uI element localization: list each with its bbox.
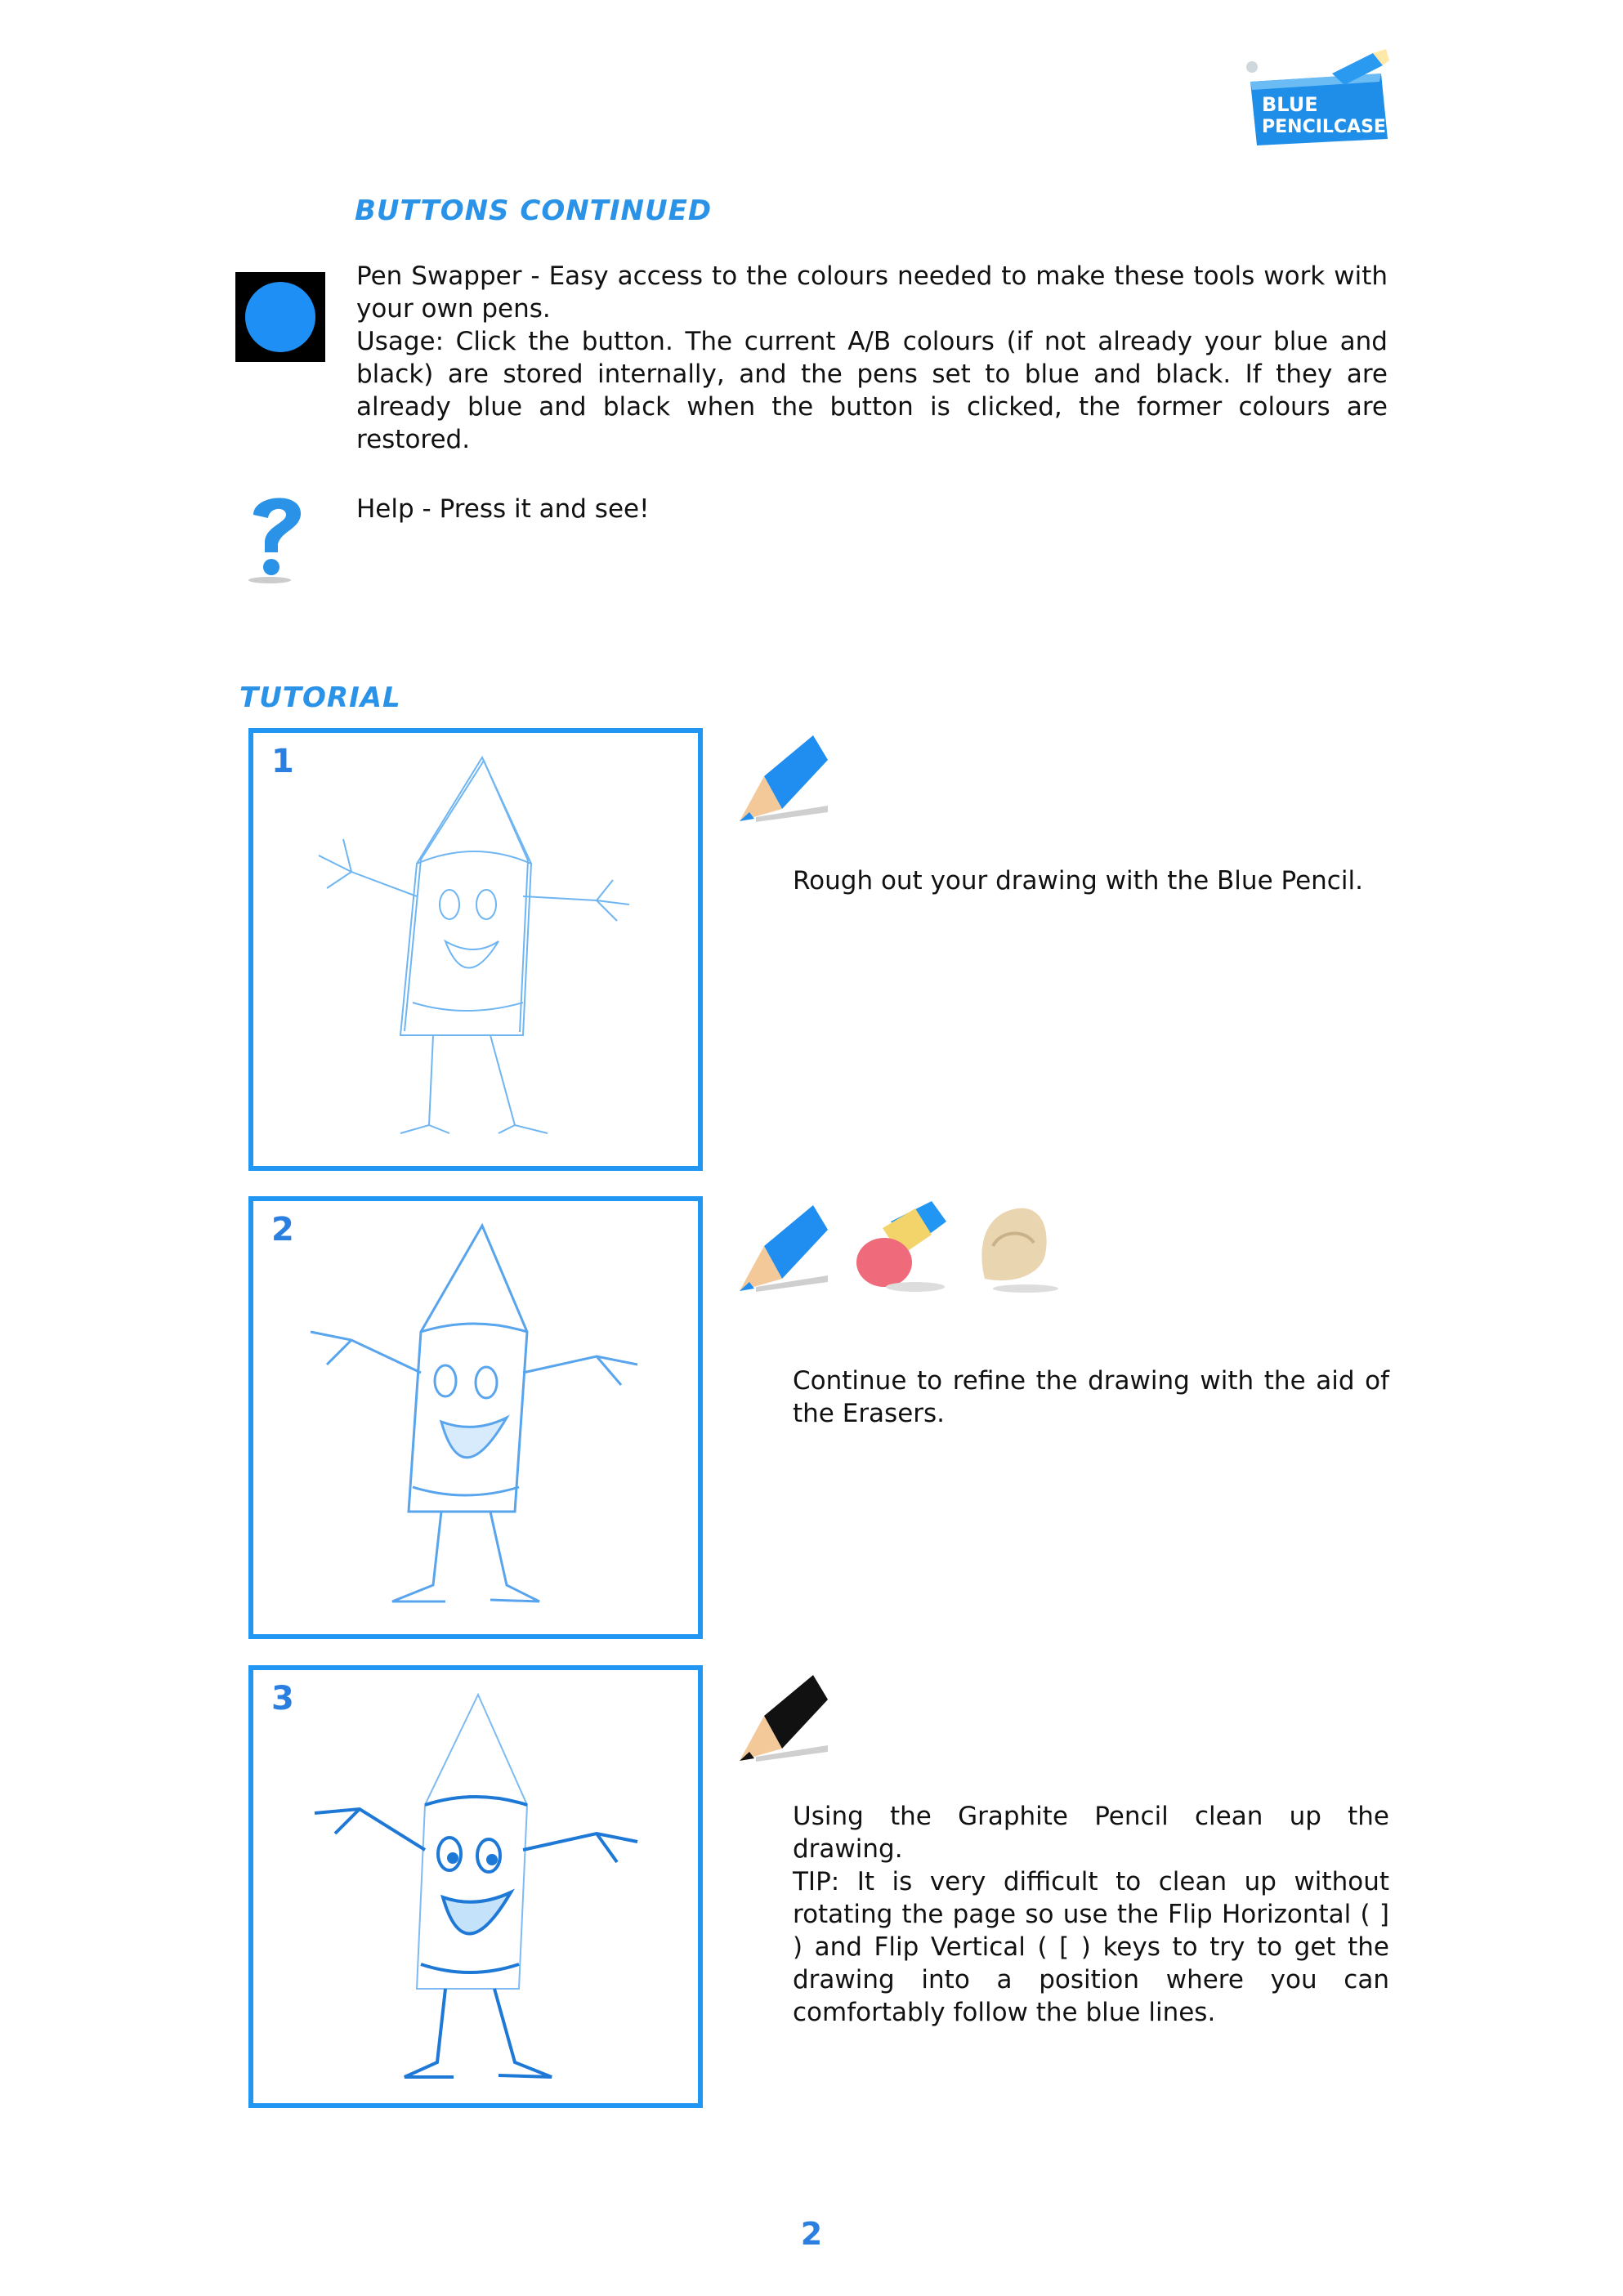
step-3-line: Using the Graphite Pencil clean up the drawing. [793,1802,1389,1864]
tutorial-panel-1 [248,728,703,1171]
blue-pencilcase-logo [1242,49,1397,155]
section-heading-buttons: BUTTONS CONTINUED [355,194,713,227]
help-button[interactable] [245,490,311,588]
cream-eraser-icon [968,1197,1066,1295]
step-3-tip: TIP: It is very difficult to clean up without rotating the page so use the Flip Horizontal ( ] ) and Flip Vertical ( [ ) keys to try to get the drawing into a position where you can comfortably follow the blue lines. [793,1867,1389,2027]
step-1-description [793,864,1389,897]
section-heading-tutorial: TUTORIAL [239,681,401,714]
step-1-line: Rough out your drawing with the Blue Pencil. [793,866,1363,896]
pen-swapper-description [356,260,1388,456]
refined-sketch-illustration [253,1201,698,1634]
blue-pencil-tool [731,1197,829,1295]
tutorial-panel-2 [248,1196,703,1639]
step-number: 2 [271,1211,294,1249]
pen-swapper-usage: Usage: Click the button. The current A/B colours (if not already your blue and black) are stored internally, and the pens set to blue and black. If they are already blue and black when the button is clicked, the former colours are restored. [356,327,1388,454]
logo-text-line2: PENCILCASE [1262,117,1386,137]
blue-pencil-icon [731,1197,829,1295]
pink-eraser-tool [850,1197,948,1295]
pink-eraser-icon [850,1197,948,1295]
graphite-pencil-tool [731,1667,829,1765]
tutorial-panel-3 [248,1665,703,2108]
page-number: 2 [800,2216,823,2252]
logo-text-line1: BLUE [1262,93,1318,116]
pen-swapper-button[interactable] [235,272,325,362]
clean-drawing-illustration [253,1670,698,2103]
blue-pencil-icon [731,727,829,825]
pen-swapper-line: Pen Swapper - Easy access to the colours needed to make these tools work with your own pens. [356,261,1388,324]
question-mark-icon [245,490,311,588]
blue-pencil-tool [731,727,829,825]
graphite-pencil-icon [731,1667,829,1765]
help-description: Help - Press it and see! [356,494,650,524]
step-2-description [793,1365,1389,1430]
step-3-description [793,1800,1389,2029]
rough-sketch-illustration [253,733,698,1166]
blue-circle-icon [245,282,315,352]
step-number: 1 [271,743,294,780]
cream-eraser-tool [968,1197,1066,1295]
step-2-line: Continue to refine the drawing with the aid of the Erasers. [793,1366,1389,1428]
step-number: 3 [271,1680,294,1718]
